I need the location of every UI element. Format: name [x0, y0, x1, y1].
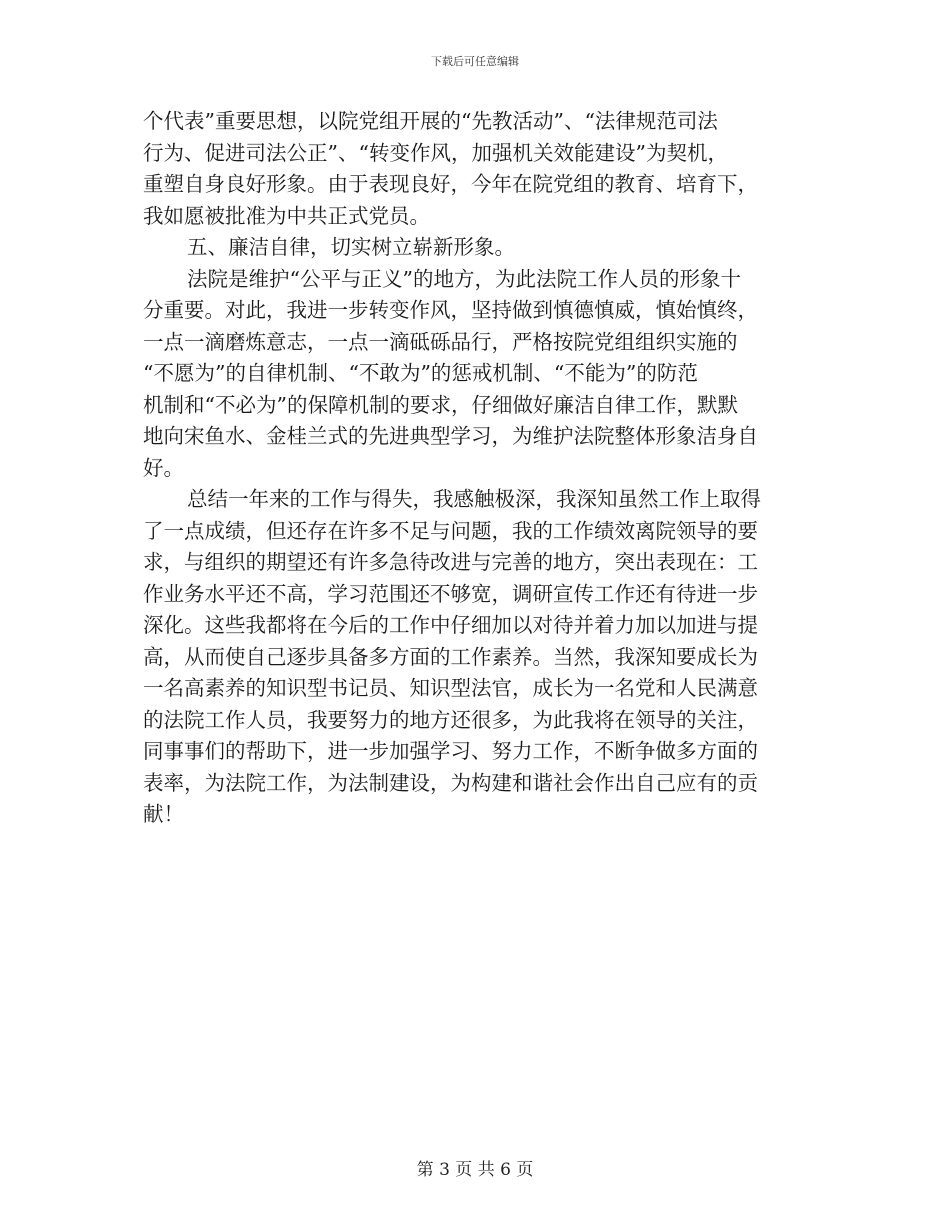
text-line: 地向宋鱼水、金桂兰式的先进典型学习，为维护法院整体形象洁身自 — [143, 424, 758, 448]
text-line: 行为、促进司法公正”、“转变作风，加强机关效能建设”为契机， — [143, 140, 728, 165]
text-line: 表率，为法院工作，为法制建设，为构建和谐社会作出自己应有的贡 — [143, 770, 758, 795]
text-line: 同事事们的帮助下，进一步加强学习、努力工作，不断争做多方面的 — [143, 739, 758, 763]
document-body — [143, 106, 813, 831]
text-line: 一点一滴磨炼意志，一点一滴砥砾品行，严格按院党组组织实施的 — [143, 329, 738, 354]
text-line: 个代表”重要思想，以院党组开展的“先教活动”、“法律规范司法 — [143, 109, 718, 133]
text-line: 了一点成绩，但还存在许多不足与问题，我的工作绩效离院领导的要 — [143, 518, 758, 543]
text-line: 一名高素养的知识型书记员、知识型法官，成长为一名党和人民满意 — [143, 676, 758, 700]
text-line: 法院是维护“公平与正义”的地方，为此法院工作人员的形象十 — [187, 266, 741, 291]
text-line: 深化。这些我都将在今后的工作中仔细加以对待并着力加以加进与提 — [143, 613, 758, 637]
page-header-note: 下载后可任意编辑 — [431, 55, 519, 68]
text-line: 机制和“不必为”的保障机制的要求，仔细做好廉洁自律工作，默默 — [143, 392, 738, 417]
text-line: 作业务水平还不高，学习范围还不够宽，调研宣传工作还有待进一步 — [143, 581, 758, 606]
text-line: “不愿为”的自律机制、“不敢为”的惩戒机制、“不能为”的防范 — [143, 361, 698, 385]
page-number-footer: 第 3 页 共 6 页 — [416, 1160, 534, 1180]
text-line: 总结一年来的工作与得失，我感触极深，我深知虽然工作上取得 — [187, 487, 761, 511]
text-line: 的法院工作人员，我要努力的地方还很多，为此我将在领导的关注， — [143, 707, 758, 732]
text-line: 求，与组织的期望还有许多急待改进与完善的地方，突出表现在：工 — [143, 550, 758, 574]
section-heading: 五、廉洁自律，切实树立崭新形象。 — [187, 235, 515, 259]
text-line: 好。 — [143, 455, 184, 480]
text-line: 重塑自身良好形象。由于表现良好，今年在院党组的教育、培育下， — [143, 172, 758, 196]
text-line: 献！ — [143, 802, 184, 826]
text-line: 高，从而使自己逐步具备多方面的工作素养。当然，我深知要成长为 — [143, 644, 758, 669]
text-line: 分重要。对此，我进一步转变作风，坚持做到慎德慎威，慎始慎终， — [143, 298, 758, 322]
text-line: 我如愿被批准为中共正式党员。 — [143, 203, 430, 228]
